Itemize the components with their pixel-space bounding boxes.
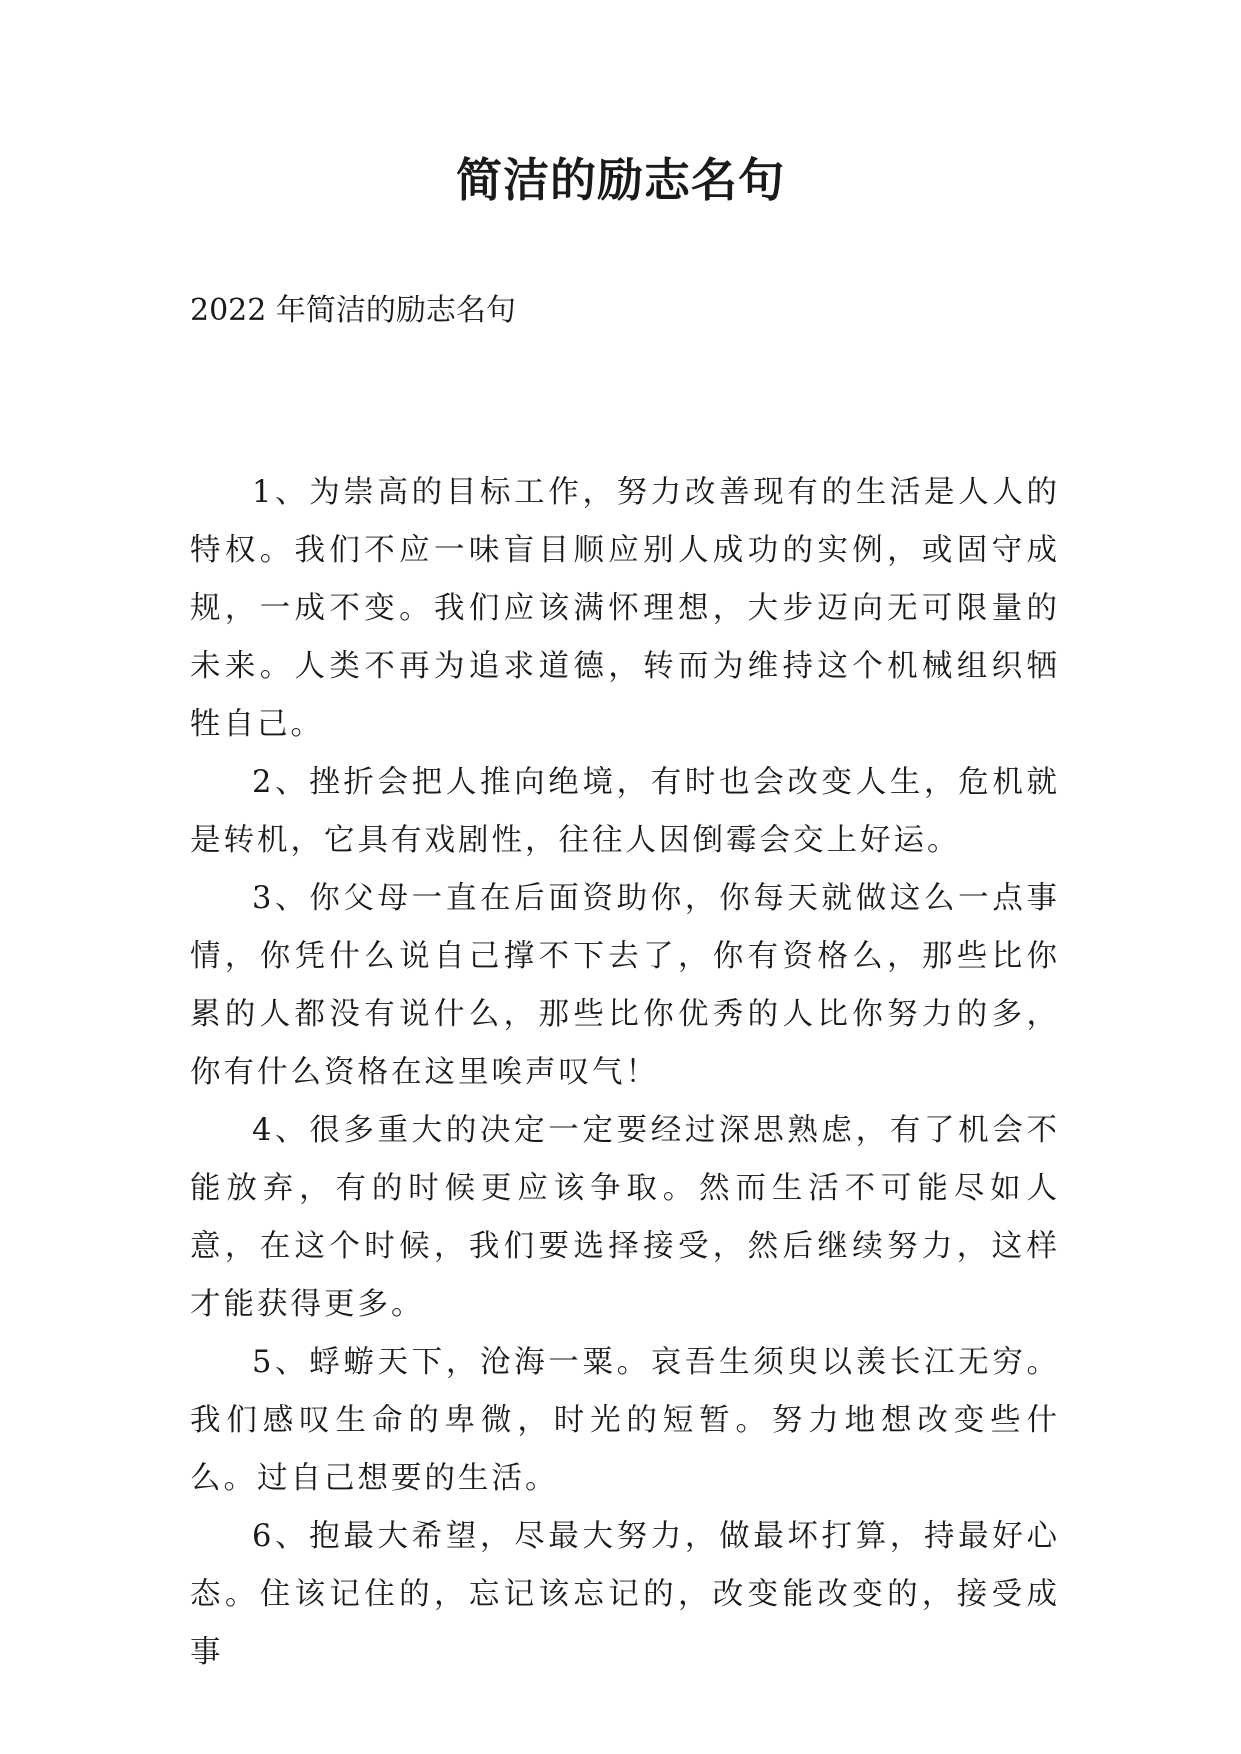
paragraph-4: 4、很多重大的决定一定要经过深思熟虑，有了机会不能放弃，有的时候更应该争取。然而生活不可能尽如人意，在这个时候，我们要选择接受，然后继续努力，这样才能获得更多。: [190, 1113, 1060, 1322]
paragraph-1: 1、为崇高的目标工作，努力改善现有的生活是人人的特权。我们不应一味盲目顺应别人成功的实例，或固守成规，一成不变。我们应该满怀理想，大步迈向无可限量的未来。人类不再为追求道德，转而为维持这个机械组织牺牲自己。: [190, 475, 1060, 742]
paragraph-6: 6、抱最大希望，尽最大努力，做最坏打算，持最好心态。住该记住的，忘记该忘记的，改变能改变的，接受成事: [190, 1519, 1060, 1670]
paragraph-2: 2、挫折会把人推向绝境，有时也会改变人生，危机就是转机，它具有戏剧性，往往人因倒霉会交上好运。: [190, 765, 1060, 858]
paragraph-5: 5、蜉蝣天下，沧海一粟。哀吾生须臾以羡长江无穷。我们感叹生命的卑微，时光的短暂。努力地想改变些什么。过自己想要的生活。: [190, 1345, 1060, 1496]
paragraph-3: 3、你父母一直在后面资助你，你每天就做这么一点事情，你凭什么说自己撑不下去了，你有资格么，那些比你累的人都没有说什么，那些比你优秀的人比你努力的多，你有什么资格在这里唉声叹气！: [190, 881, 1060, 1090]
document-title: 简洁的励志名句: [456, 153, 785, 207]
document-body: [190, 464, 1060, 1682]
document-subtitle: 2022 年简洁的励志名句: [190, 293, 516, 328]
